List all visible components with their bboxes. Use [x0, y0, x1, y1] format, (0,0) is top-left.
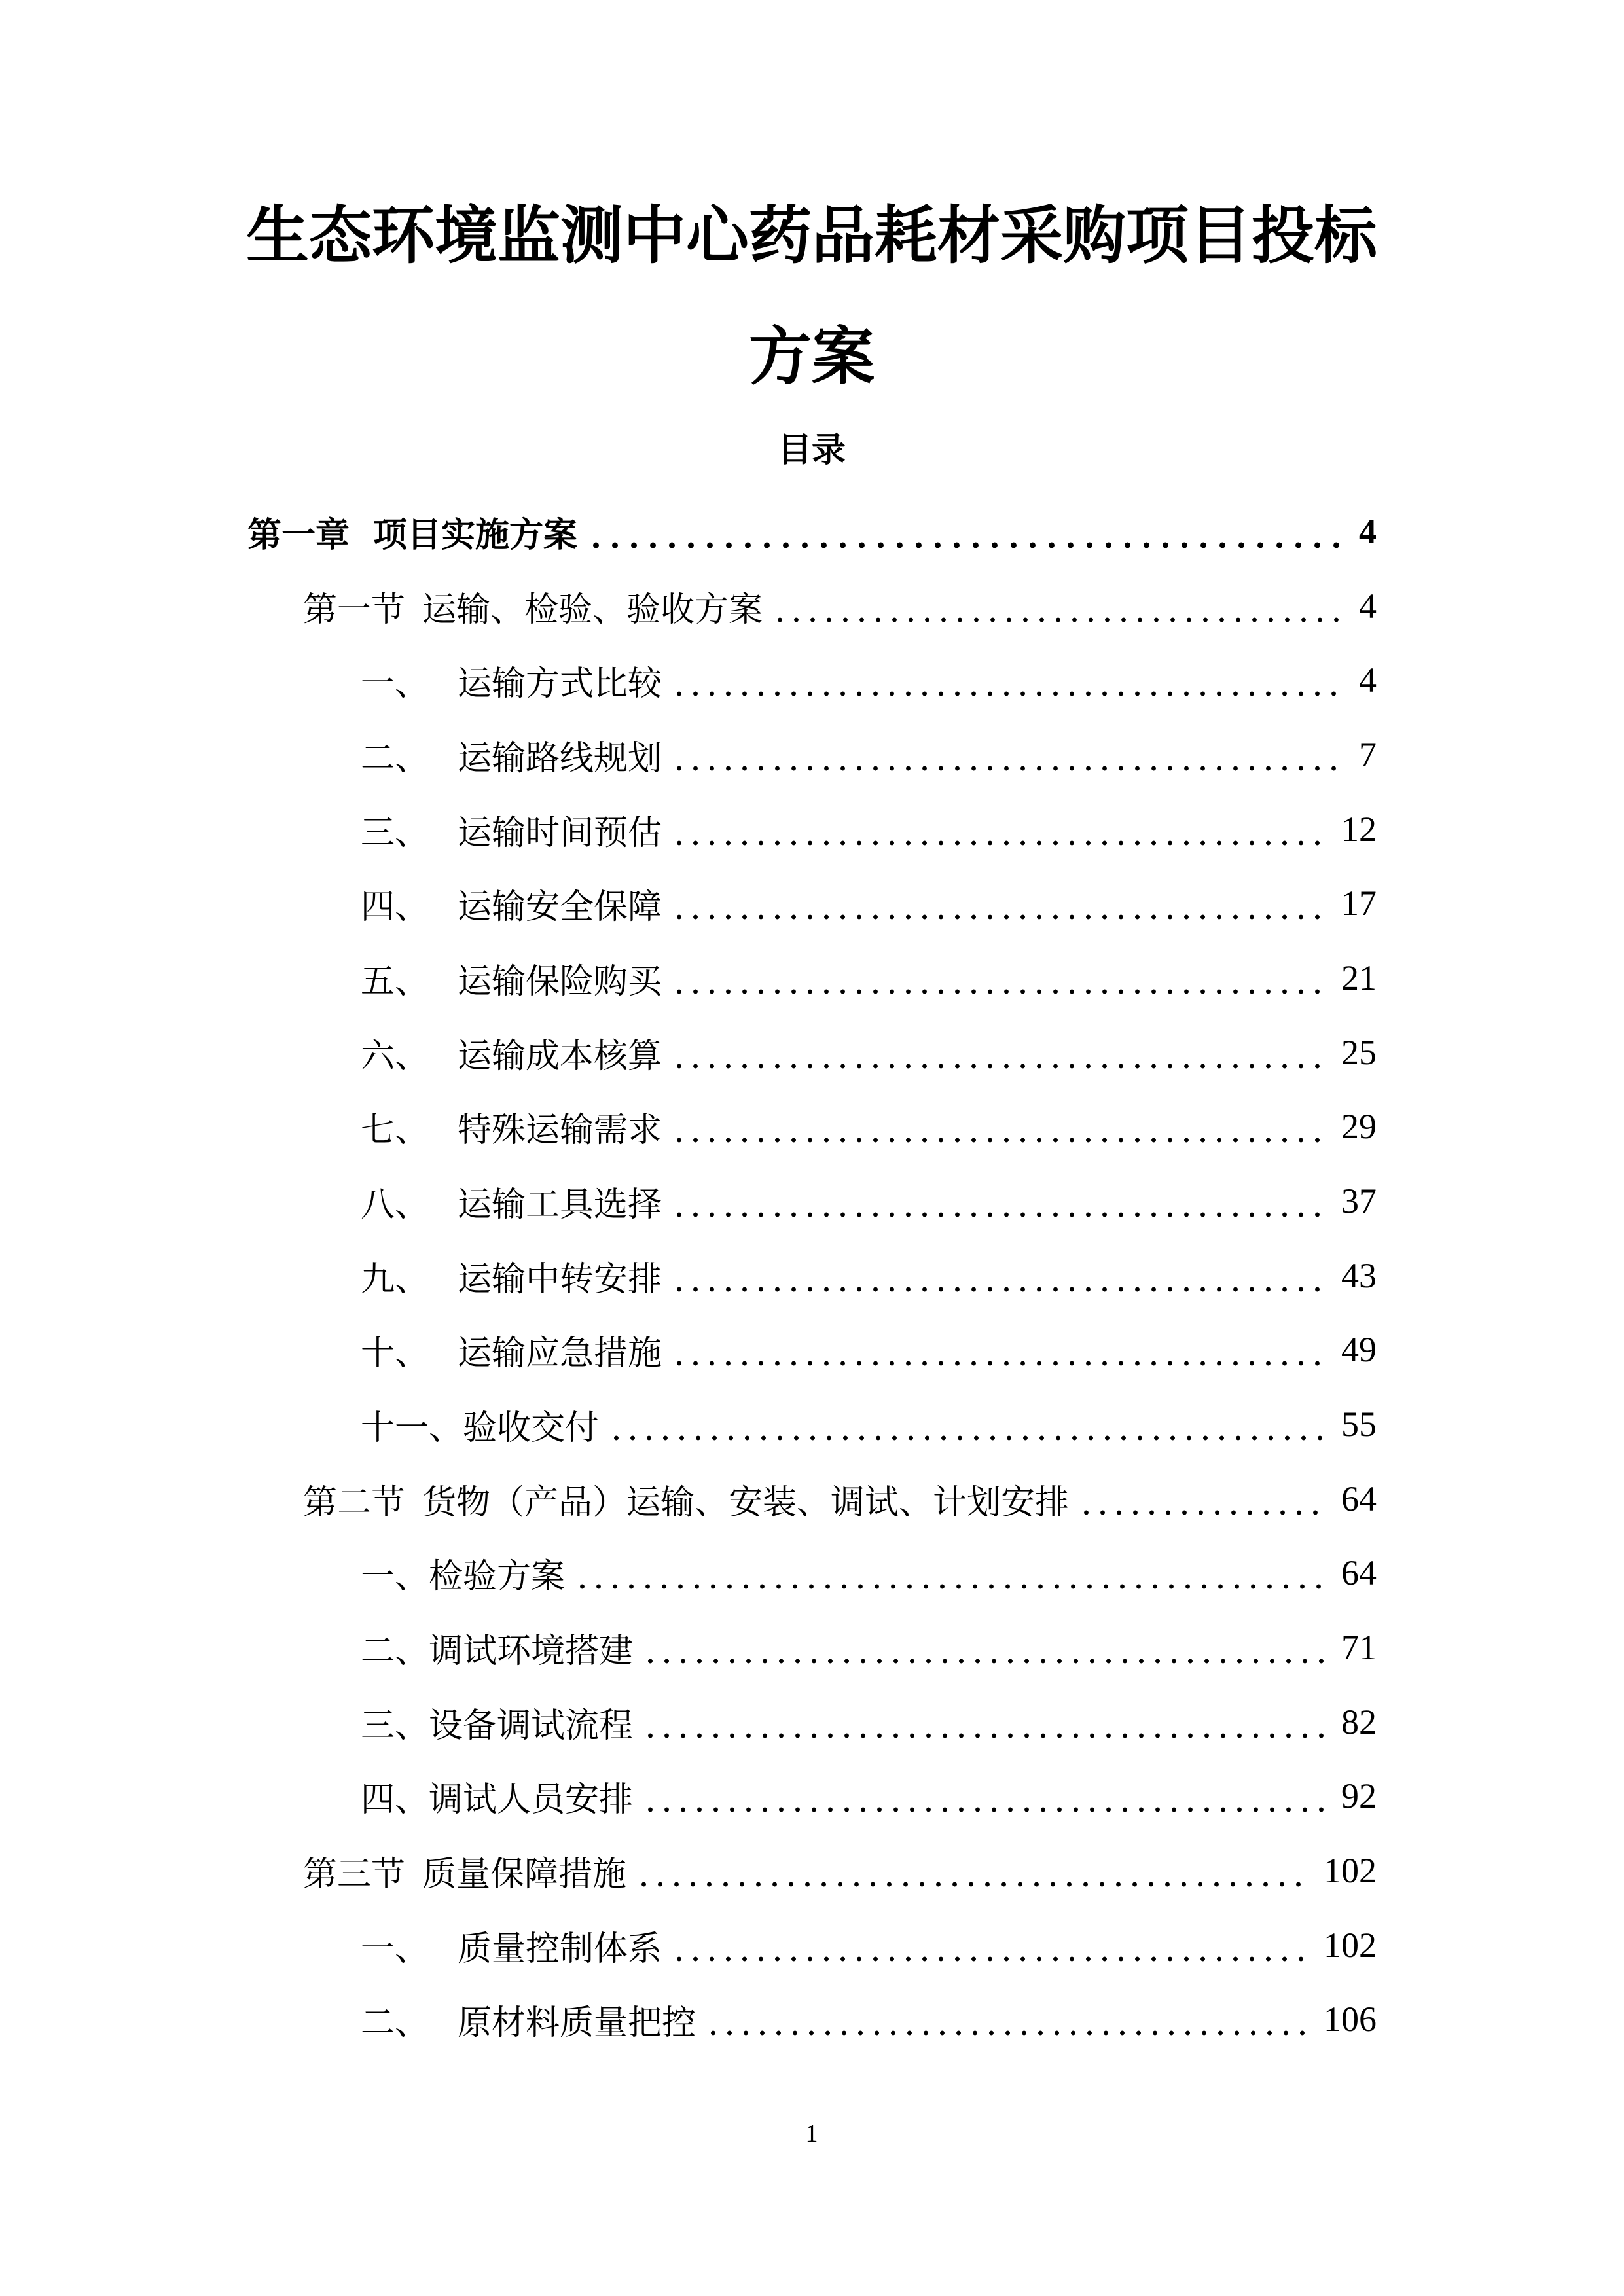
dot-leader	[671, 1928, 1308, 1962]
toc-entry-label: 运输路线规划	[458, 738, 662, 778]
dot-leader	[671, 1333, 1326, 1367]
toc-entry-number: 七、	[361, 1110, 429, 1150]
toc-entry-page: 4	[1359, 586, 1377, 626]
document-title-line-2: 方案	[749, 320, 875, 393]
toc-entry-item[interactable]	[361, 1249, 1377, 1302]
dot-leader	[671, 1259, 1326, 1293]
toc-entry-page: 82	[1341, 1702, 1377, 1742]
toc-entry-item[interactable]	[361, 1323, 1377, 1376]
toc-entry-item[interactable]	[361, 654, 1377, 706]
toc-entry-item[interactable]	[361, 728, 1377, 781]
dot-leader	[642, 1630, 1326, 1664]
toc-entry-section[interactable]	[303, 580, 1377, 632]
toc-entry-number: 十、	[361, 1333, 429, 1373]
toc-entry-number: 第一节	[303, 590, 406, 630]
toc-entry-number: 六、	[361, 1036, 429, 1076]
dot-leader	[671, 961, 1326, 995]
toc-entry-label: 运输安全保障	[458, 887, 662, 927]
dot-leader	[671, 1109, 1326, 1143]
toc-entry-number: 第三节	[303, 1854, 406, 1894]
dot-leader	[671, 738, 1343, 772]
toc-entry-section[interactable]	[303, 1844, 1377, 1897]
toc-entry-page: 102	[1324, 1851, 1377, 1890]
toc-entry-page: 71	[1341, 1628, 1377, 1667]
toc-entry-label: 运输成本核算	[458, 1036, 662, 1076]
toc-entry-number: 三、	[361, 1706, 429, 1746]
toc-entry-label: 运输、检验、验收方案	[422, 590, 763, 630]
toc-entry-page: 49	[1341, 1330, 1377, 1369]
toc-entry-number: 第一章	[247, 515, 350, 555]
toc-entry-number: 四、	[361, 1780, 429, 1820]
dot-leader	[642, 1779, 1326, 1813]
toc-entry-page: 17	[1341, 884, 1377, 923]
toc-entry-label: 检验方案	[429, 1556, 566, 1596]
toc-entry-label: 调试人员安排	[429, 1780, 634, 1820]
toc-entry-label: 货物（产品）运输、安装、调试、计划安排	[422, 1482, 1070, 1522]
dot-leader	[705, 2002, 1308, 2036]
toc-entry-number: 第二节	[303, 1482, 406, 1522]
toc-entry-page: 92	[1341, 1776, 1377, 1816]
dot-leader	[608, 1407, 1326, 1441]
toc-entry-item[interactable]	[361, 1398, 1377, 1450]
toc-entry-label: 质量控制体系	[458, 1929, 662, 1969]
toc-entry-page: 106	[1324, 2000, 1377, 2039]
toc-entry-item[interactable]	[361, 1026, 1377, 1079]
toc-entry-number: 一、	[361, 664, 429, 704]
toc-entry-number: 九、	[361, 1259, 429, 1299]
toc-entry-label: 调试环境搭建	[429, 1631, 634, 1671]
toc-entry-label: 运输工具选择	[458, 1185, 662, 1225]
toc-entry-number: 一、	[361, 1929, 429, 1969]
document-title-line-1: 生态环境监测中心药品耗材采购项目投标	[246, 199, 1377, 272]
toc-entry-item[interactable]	[361, 1621, 1377, 1674]
toc-entry-item[interactable]	[361, 1100, 1377, 1153]
toc-entry-label: 运输时间预估	[458, 813, 662, 853]
toc-entry-label: 设备调试流程	[429, 1706, 634, 1746]
toc-entry-number: 二、	[361, 2003, 429, 2043]
toc-entry-section[interactable]	[303, 1473, 1377, 1525]
toc-entry-number: 八、	[361, 1185, 429, 1225]
toc-entry-page: 25	[1341, 1033, 1377, 1072]
toc-entry-label: 项目实施方案	[373, 515, 578, 555]
toc-entry-item[interactable]	[361, 1547, 1377, 1599]
toc-entry-number: 十一、	[361, 1408, 463, 1448]
toc-entry-item[interactable]	[361, 1175, 1377, 1227]
toc-entry-page: 64	[1341, 1479, 1377, 1518]
dot-leader	[671, 1035, 1326, 1069]
toc-entry-label: 验收交付	[463, 1408, 600, 1448]
toc-entry-label: 原材料质量把控	[458, 2003, 696, 2043]
dot-leader	[636, 1854, 1308, 1888]
toc-entry-page: 43	[1341, 1256, 1377, 1295]
page-number: 1	[805, 2120, 818, 2147]
dot-leader	[671, 886, 1326, 920]
toc-entry-number: 五、	[361, 961, 429, 1001]
toc-entry-page: 21	[1341, 958, 1377, 997]
toc-entry-number: 四、	[361, 887, 429, 927]
toc-entry-label: 运输应急措施	[458, 1333, 662, 1373]
toc-entry-label: 质量保障措施	[422, 1854, 627, 1894]
toc-entry-page: 37	[1341, 1181, 1377, 1221]
toc-entry-page: 102	[1324, 1926, 1377, 1965]
toc-entry-item[interactable]	[361, 1770, 1377, 1822]
dot-leader	[671, 812, 1326, 846]
toc-entry-page: 4	[1359, 660, 1377, 700]
toc-entry-item[interactable]	[361, 877, 1377, 929]
toc-entry-item[interactable]	[361, 803, 1377, 855]
toc-entry-chapter[interactable]	[247, 505, 1377, 558]
dot-leader	[1078, 1482, 1326, 1516]
toc-entry-label: 运输保险购买	[458, 961, 662, 1001]
toc-entry-page: 29	[1341, 1107, 1377, 1146]
toc-entry-item[interactable]	[361, 1696, 1377, 1748]
toc-entry-number: 三、	[361, 813, 429, 853]
dot-leader	[772, 589, 1343, 623]
toc-entry-page: 7	[1359, 735, 1377, 774]
toc-entry-label: 特殊运输需求	[458, 1110, 662, 1150]
dot-leader	[574, 1556, 1326, 1590]
dot-leader	[671, 1184, 1326, 1218]
toc-entry-number: 二、	[361, 1631, 429, 1671]
toc-entry-item[interactable]	[361, 1993, 1377, 2045]
toc-entry-page: 12	[1341, 810, 1377, 849]
toc-entry-page: 4	[1359, 512, 1377, 551]
toc-entry-page: 55	[1341, 1405, 1377, 1444]
toc-heading: 目录	[777, 431, 846, 470]
toc-entry-label: 运输中转安排	[458, 1259, 662, 1299]
toc-entry-label: 运输方式比较	[458, 664, 662, 704]
toc-entry-number: 二、	[361, 738, 429, 778]
toc-entry-item[interactable]	[361, 952, 1377, 1004]
dot-leader	[671, 663, 1343, 697]
dot-leader	[642, 1705, 1326, 1739]
toc-entry-page: 64	[1341, 1553, 1377, 1592]
toc-entry-item[interactable]	[361, 1919, 1377, 1971]
dot-leader	[586, 514, 1343, 548]
toc-entry-number: 一、	[361, 1556, 429, 1596]
